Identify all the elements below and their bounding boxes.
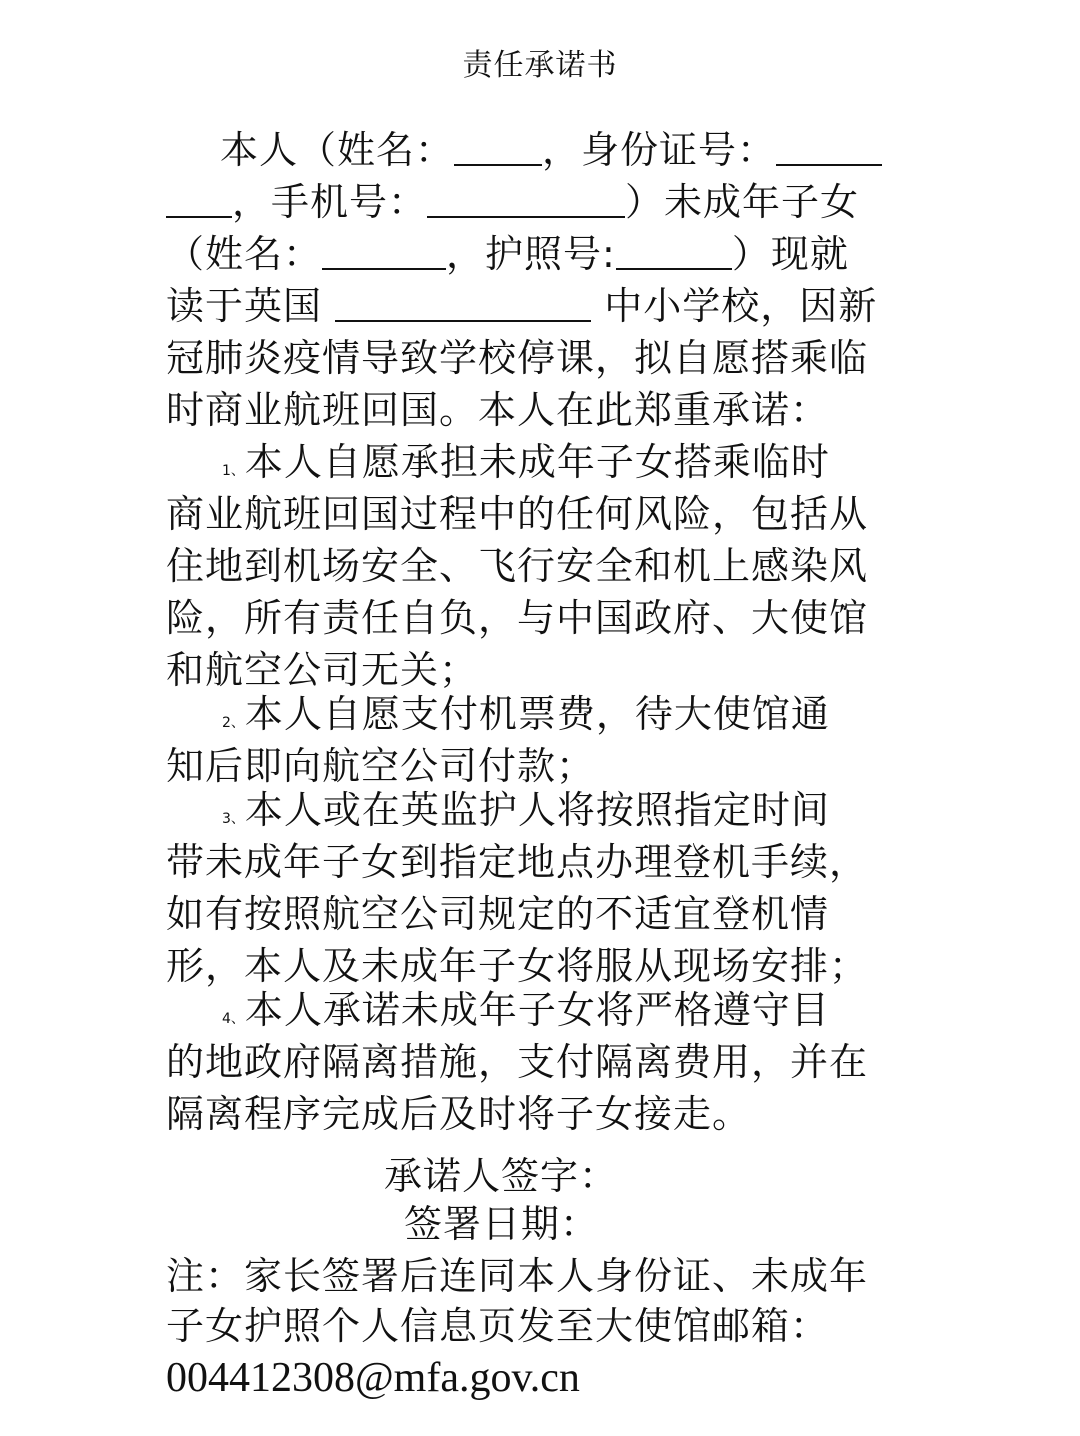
intro-text: ）未成年子女: [625, 180, 860, 224]
intro-line-3: [166, 228, 916, 280]
note-line-2: 子女护照个人信息页发至大使馆邮箱：: [166, 1304, 830, 1348]
intro-text: ，手机号：: [232, 180, 428, 224]
item-text: 本人承诺未成年子女将严格遵守目: [244, 988, 830, 1032]
intro-text: ，护照号:: [446, 232, 616, 276]
item-text: 本人或在英监护人将按照指定时间: [244, 788, 830, 832]
intro-text: 本人（姓名：: [220, 128, 455, 172]
id-number-blank-cont: [166, 176, 232, 218]
child-name-blank: [322, 228, 446, 270]
item-number: 2、: [222, 715, 245, 731]
intro-line-5: 冠肺炎疫情导致学校停课，拟自愿搭乘临: [166, 336, 869, 380]
item-number: 1、: [222, 463, 245, 479]
item-4-line-2: 的地政府隔离措施，支付隔离费用，并在: [166, 1040, 869, 1084]
item-number: 4、: [222, 1011, 245, 1027]
signer-label: 承诺人签字：: [384, 1154, 619, 1198]
sign-date-label: 签署日期：: [404, 1202, 600, 1246]
school-blank: [335, 280, 591, 322]
document-title: 责任承诺书: [462, 48, 618, 83]
item-1-line-4: 险，所有责任自负，与中国政府、大使馆: [166, 596, 869, 640]
item-text: 本人自愿支付机票费，待大使馆通: [244, 692, 830, 736]
intro-line-6: 时商业航班回国。本人在此郑重承诺：: [166, 388, 830, 432]
intro-line-2: [166, 176, 916, 228]
embassy-email: 004412308@mfa.gov.cn: [166, 1355, 580, 1401]
passport-blank: [616, 228, 732, 270]
item-2-line-2: 知后即向航空公司付款；: [166, 744, 596, 788]
item-3-line-3: 如有按照航空公司规定的不适宜登机情: [166, 892, 830, 936]
name-blank: [454, 124, 542, 166]
item-1-line-5: 和航空公司无关；: [166, 648, 479, 692]
phone-blank: [427, 176, 625, 218]
note-line-1: 注：家长签署后连同本人身份证、未成年: [166, 1254, 869, 1298]
item-1-line-3: 住地到机场安全、飞行安全和机上感染风: [166, 544, 869, 588]
intro-text: ，身份证号：: [542, 128, 777, 172]
id-number-blank: [776, 124, 882, 166]
item-1-line-2: 商业航班回国过程中的任何风险，包括从: [166, 492, 869, 536]
item-text: 本人自愿承担未成年子女搭乘临时: [244, 440, 830, 484]
intro-text: 读于英国: [166, 284, 323, 328]
intro-line-1: [220, 124, 970, 176]
item-4-line-3: 隔离程序完成后及时将子女接走。: [166, 1092, 752, 1136]
intro-text: （姓名：: [166, 232, 323, 276]
item-3-line-4: 形，本人及未成年子女将服从现场安排；: [166, 944, 869, 988]
item-number: 3、: [222, 811, 245, 827]
intro-text: 中小学校，因新: [604, 284, 878, 328]
item-3-line-2: 带未成年子女到指定地点办理登机手续，: [166, 840, 869, 884]
intro-line-4: [166, 280, 916, 332]
intro-text: ）现就: [731, 232, 849, 276]
